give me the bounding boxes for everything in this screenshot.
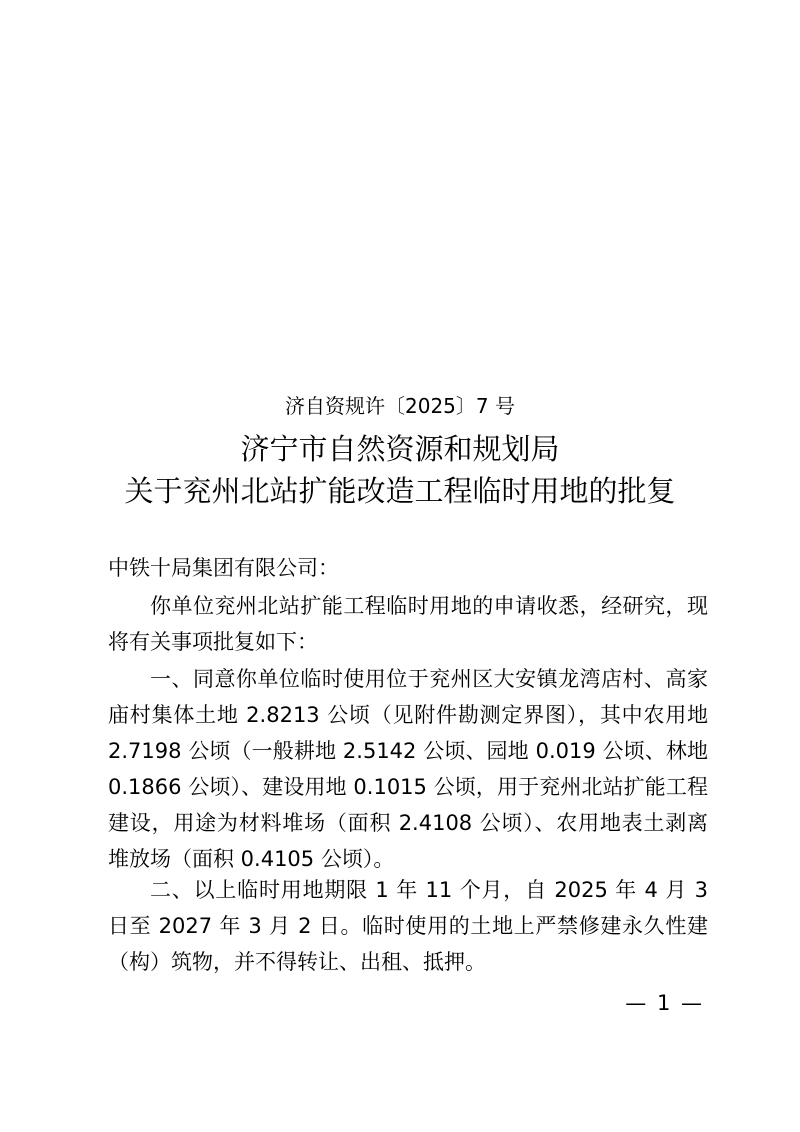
paragraph-item-2: 二、以上临时用地期限 1 年 11 个月，自 2025 年 4 月 3 日至 2027 年 3 月 2 日。临时使用的土地上严禁修建永久性建（构）筑物，并不得转让、出租、抵押。 xyxy=(108,878,708,974)
salutation: 中铁十局集团有限公司： xyxy=(108,556,339,580)
paragraph-intro: 你单位兖州北站扩能工程临时用地的申请收悉，经研究，现将有关事项批复如下： xyxy=(108,594,708,654)
document-number: 济自资规许〔2025〕7 号 xyxy=(285,394,515,418)
document-title-subject: 关于兖州北站扩能改造工程临时用地的批复 xyxy=(124,474,676,508)
paragraph-item-1: 一、同意你单位临时使用位于兖州区大安镇龙湾店村、高家庙村集体土地 2.8213 公顷（见附件勘测定界图），其中农用地 2.7198 公顷（一般耕地 2.5142 公顷、园地 0.019 公顷、林地 0.1866 公顷）、建设用地 0.1015 公顷，用于兖州北站扩能工程建设，用途为材料堆场（面积 2.4108 公顷）、农用地表土剥离堆放场（面积 0.4105 公顷）。 xyxy=(108,667,708,871)
document-title-issuer: 济宁市自然资源和规划局 xyxy=(240,432,560,466)
page-number: — 1 — xyxy=(625,991,704,1015)
